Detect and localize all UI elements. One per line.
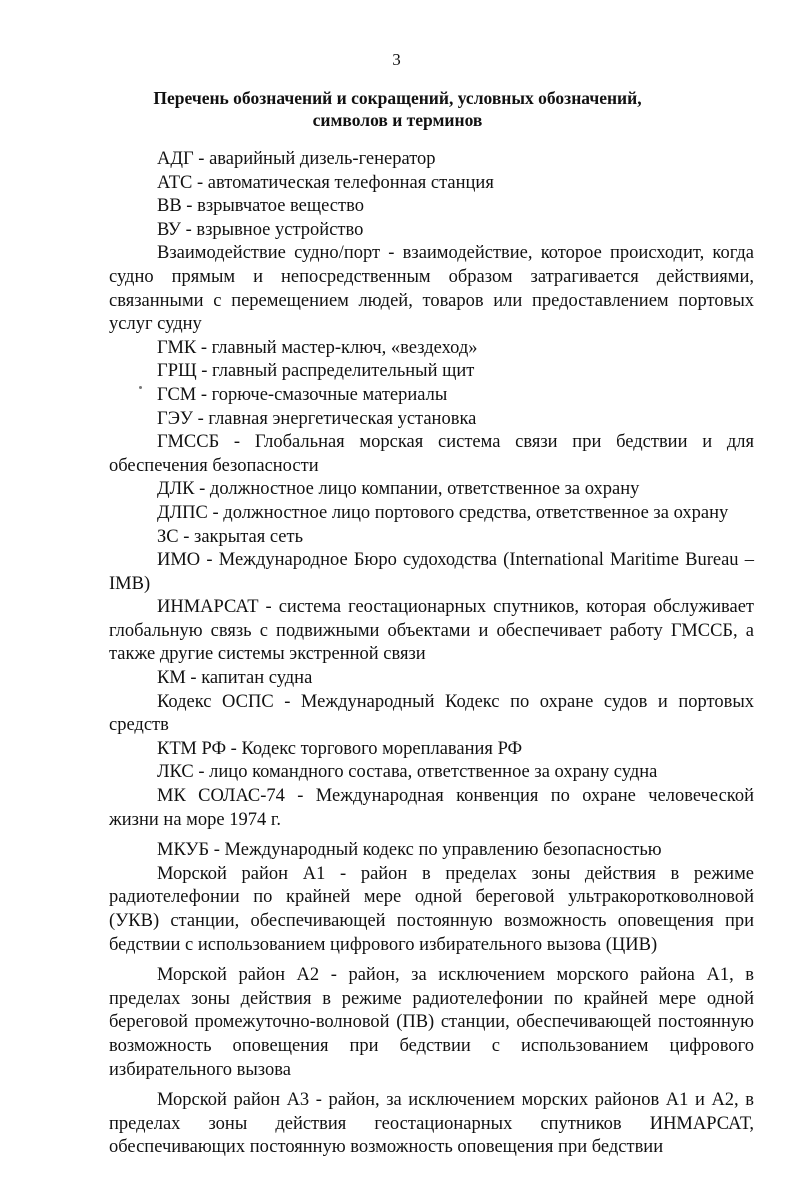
term-entry-sea-area-a2: Морской район А2 - район, за исключением морского района А1, в пределах зоны действия в режиме радиотелефонии по крайней мере одной береговой промежуточно-волновой (ПВ) станции, обеспечивающей постоянную возможность оповещения при бедствии с использованием цифрового избирательного вызова — [109, 965, 754, 1080]
abbreviation-entry-gmk: ГМК - главный мастер-ключ, «вездеход» — [157, 337, 478, 358]
abbreviation-entry-vv: ВВ - взрывчатое вещество — [157, 196, 364, 217]
abbreviation-entry-vu: ВУ - взрывное устройство — [157, 219, 364, 240]
abbreviation-entry-zs: ЗС - закрытая сеть — [157, 526, 304, 547]
abbreviation-entry-km: КМ - капитан судна — [157, 668, 313, 689]
abbreviation-entry-grshch: ГРЩ - главный распределительный щит — [157, 361, 475, 382]
abbreviation-entry-ats: АТС - автоматическая телефонная станция — [157, 172, 494, 193]
abbreviation-entry-imo: ИМО - Международное Бюро судоходства (International Maritime Bureau – IMB) — [109, 550, 754, 594]
abbreviation-entry-isps-code: Кодекс ОСПС - Международный Кодекс по охране судов и портовых средств — [109, 691, 754, 736]
abbreviation-entry-gmdss: ГМССБ - Глобальная морская система связи при бедствии и для обеспечения безопасности — [109, 432, 754, 476]
abbreviation-entry-inmarsat: ИНМАРСАТ - система геостационарных спутников, которая обслуживает глобальную связь с подвижными объектами и обеспечивает работу ГМССБ, а также другие системы экстренной связи — [109, 597, 754, 665]
term-entry-sea-area-a3: Морской район А3 - район, за исключением морских районов А1 и А2, в пределах зоны действия геостационарных спутников ИНМАРСАТ, обеспечивающих постоянную возможность оповещения при бедствии — [109, 1090, 754, 1158]
abbreviation-list — [109, 148, 754, 1160]
abbreviation-entry-gsm: ГСМ - горюче-смазочные материалы — [157, 384, 448, 405]
abbreviation-entry-ktm-rf: КТМ РФ - Кодекс торгового мореплавания РФ — [157, 738, 523, 759]
abbreviation-entry-dlk: ДЛК - должностное лицо компании, ответственное за охрану — [157, 479, 640, 500]
abbreviation-entry-lks: ЛКС - лицо командного состава, ответственное за охрану судна — [157, 762, 658, 783]
abbreviation-entry-solas: МК СОЛАС-74 - Международная конвенция по охране человеческой жизни на море 1974 г. — [109, 786, 754, 830]
abbreviation-entry-adg: АДГ - аварийный дизель-генератор — [157, 149, 436, 169]
abbreviation-entry-geu: ГЭУ - главная энергетическая установка — [157, 408, 477, 429]
page-number: 3 — [392, 50, 401, 69]
title-line-1: Перечень обозначений и сокращений, условных обозначений, — [153, 88, 642, 108]
term-entry-ship-port-interface: Взаимодействие судно/порт - взаимодействие, которое происходит, когда судно прямым и непосредственным образом затрагивается действиями, связанными с перемещением людей, товаров или предоставлением портовых услуг судну — [109, 243, 754, 335]
title-line-2: символов и терминов — [312, 110, 483, 130]
abbreviation-entry-dlps: ДЛПС - должностное лицо портового средства, ответственное за охрану — [157, 502, 729, 523]
term-entry-sea-area-a1: Морской район А1 - район в пределах зоны действия в режиме радиотелефонии по крайней мере одной береговой ультракоротковолновой (УКВ) станции, обеспечивающей постоянную возможность оповещения при бедствии с использованием цифрового избирательного вызова (ЦИВ) — [109, 863, 754, 955]
page-title — [100, 87, 695, 131]
abbreviation-entry-ism-code: МКУБ - Международный кодекс по управлению безопасностью — [157, 840, 662, 861]
